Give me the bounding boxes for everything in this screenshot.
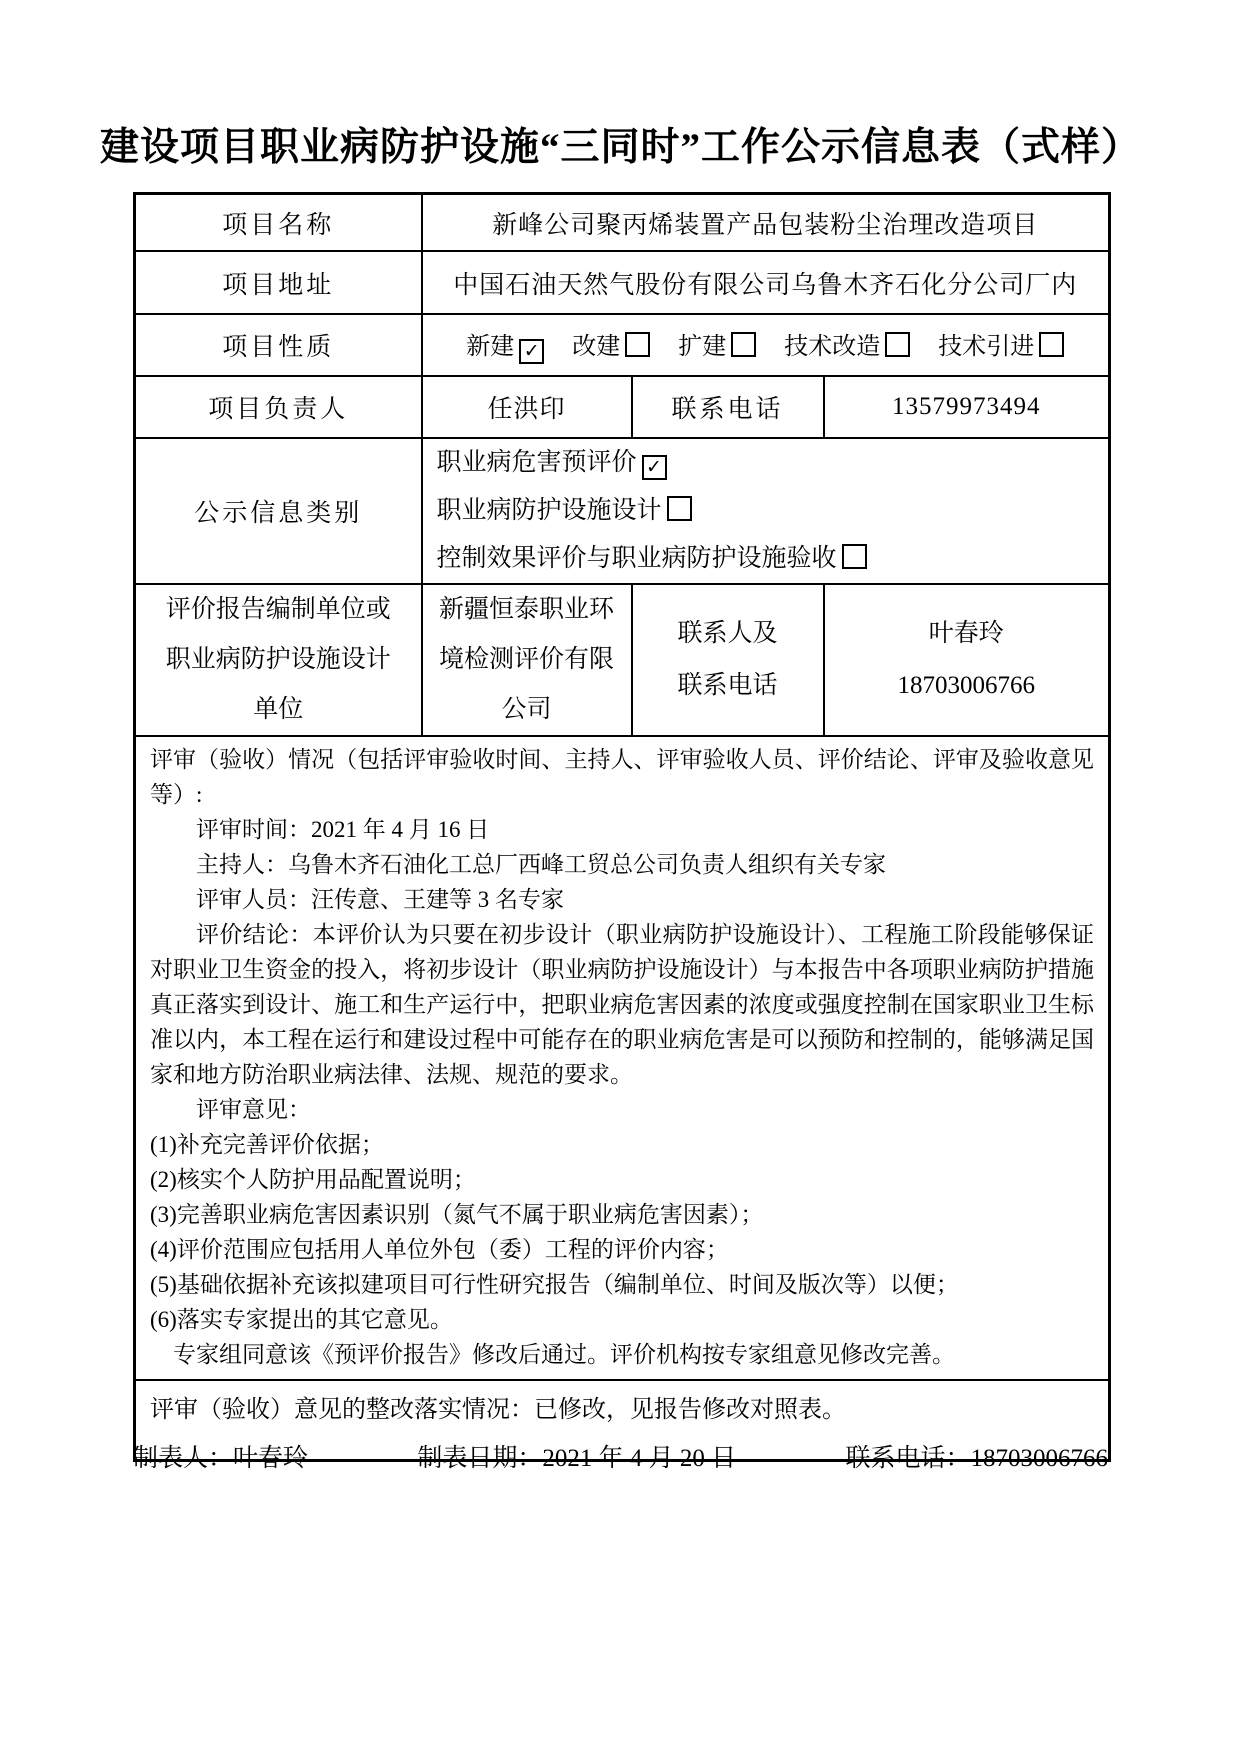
agency-name — [422, 584, 632, 736]
review-opinion-item: (5)基础依据补充该拟建项目可行性研究报告（编制单位、时间及版次等）以便； — [150, 1272, 959, 1297]
table-row-project-nature — [135, 314, 1110, 376]
project-address-value: 中国石油天然气股份有限公司乌鲁木齐石化分公司厂内 — [422, 251, 1110, 314]
category-item-facility-design — [437, 487, 1101, 535]
table-row-review — [135, 736, 1110, 1380]
rectification-text: 评审（验收）意见的整改落实情况：已修改，见报告修改对照表。 — [135, 1380, 1110, 1461]
leader-phone-label: 联系电话 — [632, 376, 824, 438]
agency-contact-phone: 18703006766 — [897, 672, 1035, 699]
category-item-label: 职业病危害预评价 — [436, 449, 637, 476]
checkbox-empty-icon — [1039, 332, 1064, 357]
agency-name-line: 新疆恒泰职业环 — [438, 596, 614, 623]
nature-option-new-label: 新建 — [466, 334, 515, 360]
checkbox-empty-icon — [842, 544, 867, 569]
project-leader-label: 项目负责人 — [135, 376, 422, 438]
table-row-info-category — [135, 438, 1110, 584]
checkbox-empty-icon — [667, 496, 692, 521]
checkmark-glyph: ✓ — [646, 456, 662, 478]
leader-phone-value: 13579973494 — [824, 376, 1110, 438]
info-category-items — [422, 438, 1110, 584]
nature-option-rebuild-label: 改建 — [572, 334, 621, 360]
agency-label — [135, 584, 422, 736]
agency-label-line: 单位 — [253, 696, 304, 723]
review-final: 专家组同意该《预评价报告》修改后通过。评价机构按专家组意见修改完善。 — [173, 1342, 955, 1367]
nature-option-rebuild — [572, 334, 650, 360]
agency-contact-name: 叶春玲 — [928, 620, 1004, 647]
table-row-project-address — [135, 251, 1110, 314]
review-opinion-item: (3)完善职业病危害因素识别（氮气不属于职业病危害因素）； — [150, 1202, 764, 1227]
project-address-label: 项目地址 — [135, 251, 422, 314]
checkmark-glyph: ✓ — [523, 340, 540, 362]
review-host: 主持人：乌鲁木齐石油化工总厂西峰工贸总公司负责人组织有关专家 — [196, 852, 886, 877]
footer-maker: 制表人：叶春玲 — [133, 1445, 309, 1472]
nature-option-tech-upgrade-label: 技术改造 — [784, 334, 881, 360]
checkbox-checked-icon — [519, 339, 544, 364]
agency-label-line: 职业病防护设施设计 — [165, 646, 391, 673]
review-opinion-item: (6)落实专家提出的其它意见。 — [150, 1307, 453, 1332]
agency-label-line: 评价报告编制单位或 — [165, 596, 391, 623]
review-opinions-heading: 评审意见： — [196, 1097, 311, 1122]
agency-contact-value — [824, 584, 1110, 736]
review-conclusion: 评价结论：本评价认为只要在初步设计（职业病防护设施设计）、工程施工阶段能够保证对职业卫生资金的投入，将初步设计（职业病防护设施设计）与本报告中各项职业病防护措施真正落实到设计、施工和生产运行中，把职业病危害因素的浓度或强度控制在国家职业卫生标准以内，本工程在运行和建设过程中可能存在的职业病危害是可以预防和控制的，能够满足国家和地方防治职业病法律、法规、规范的要求。 — [150, 922, 1094, 1087]
review-time: 评审时间：2021 年 4 月 16 日 — [196, 817, 490, 842]
category-item-label: 控制效果评价与职业病防护设施验收 — [436, 545, 837, 572]
nature-option-expand — [678, 334, 756, 360]
info-table — [133, 192, 1111, 1462]
footer — [133, 1438, 1108, 1474]
checkbox-empty-icon — [625, 332, 650, 357]
category-item-label: 职业病防护设施设计 — [436, 497, 662, 524]
category-item-acceptance — [437, 535, 1101, 583]
project-leader-name: 任洪印 — [422, 376, 632, 438]
footer-phone: 联系电话：18703006766 — [845, 1445, 1108, 1472]
checkbox-empty-icon — [885, 332, 910, 357]
checkbox-checked-icon — [642, 455, 667, 480]
page-title: 建设项目职业病防护设施“三同时”工作公示信息表（式样） — [99, 126, 1141, 169]
category-item-pre-evaluation — [437, 439, 1101, 487]
footer-date: 制表日期：2021 年 4 月 20 日 — [417, 1445, 737, 1472]
info-category-label: 公示信息类别 — [135, 438, 422, 584]
table-row-project-name — [135, 194, 1110, 252]
review-opinion-item: (1)补充完善评价依据； — [150, 1132, 384, 1157]
table-row-agency — [135, 584, 1110, 736]
nature-option-tech-import — [938, 334, 1064, 360]
project-nature-options — [422, 314, 1110, 376]
project-name-label: 项目名称 — [135, 194, 422, 252]
table-row-project-leader — [135, 376, 1110, 438]
review-panel: 评审人员：汪传意、王建等 3 名专家 — [196, 887, 564, 912]
project-name-value: 新峰公司聚丙烯装置产品包装粉尘治理改造项目 — [422, 194, 1110, 252]
agency-name-line: 境检测评价有限 — [438, 646, 614, 673]
agency-contact-label — [632, 584, 824, 736]
review-opinion-item: (2)核实个人防护用品配置说明； — [150, 1167, 476, 1192]
review-heading: 评审（验收）情况（包括评审验收时间、主持人、评审验收人员、评价结论、评审及验收意见等）: — [150, 747, 1094, 807]
agency-contact-label-line: 联系人及 — [677, 620, 778, 647]
review-section — [135, 736, 1110, 1380]
agency-contact-label-line: 联系电话 — [677, 672, 778, 699]
nature-option-expand-label: 扩建 — [678, 334, 727, 360]
nature-option-tech-upgrade — [784, 334, 910, 360]
agency-name-line: 公司 — [501, 696, 552, 723]
checkbox-empty-icon — [731, 332, 756, 357]
review-opinion-item: (4)评价范围应包括用人单位外包（委）工程的评价内容； — [150, 1237, 729, 1262]
nature-option-tech-import-label: 技术引进 — [938, 334, 1035, 360]
project-nature-label: 项目性质 — [135, 314, 422, 376]
nature-option-new — [466, 334, 544, 360]
